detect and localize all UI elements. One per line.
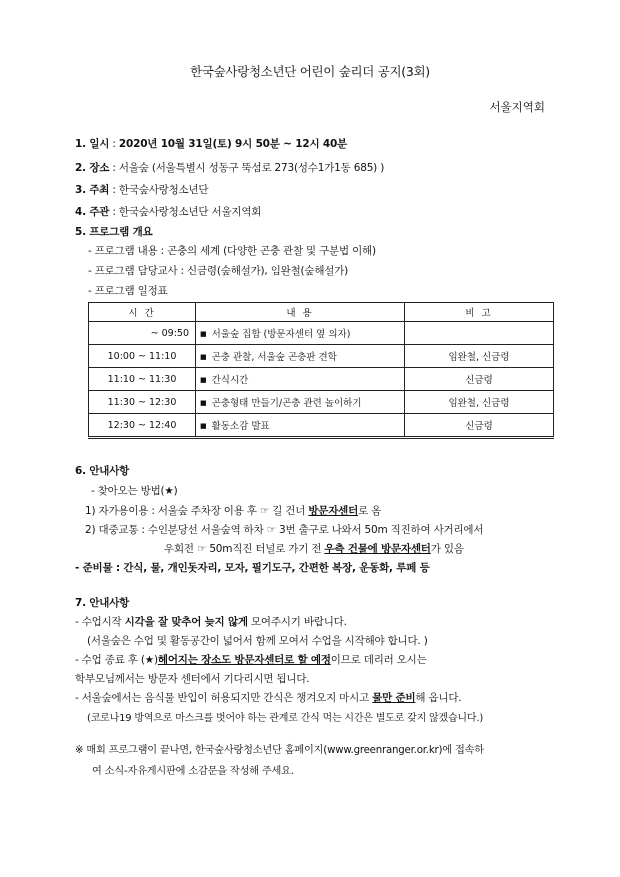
- item-organizer: 4. 주관 : 한국숲사랑청소년단 서울지역회: [75, 206, 262, 218]
- cell-content: ■ 활동소감 발표: [196, 414, 405, 438]
- guide7-line4: 학부모님께서는 방문자 센터에서 기다리시면 됩니다.: [75, 673, 310, 685]
- square-bullet-icon: ■: [200, 330, 207, 338]
- header-note: 비 고: [405, 303, 554, 322]
- organization-name: 서울지역회: [489, 100, 545, 114]
- program-schedule-label: - 프로그램 일정표: [88, 285, 168, 297]
- guide7-heading: 7. 안내사항: [75, 597, 130, 609]
- header-time: 시 간: [89, 303, 196, 322]
- item-place: 2. 장소 : 서울숲 (서울특별시 성동구 뚝섬로 273(성수1가1동 685) ): [75, 162, 385, 174]
- item-organizer-value: 한국숲사랑청소년단 서울지역회: [118, 206, 262, 218]
- right-building-emphasis: 우측 건물에 방문자센터: [324, 543, 431, 555]
- table-row: [89, 368, 554, 391]
- header-content: 내 용: [196, 303, 405, 322]
- directions-public-cont: 우회전 ☞ 50m직진 터널로 가기 전 우측 건물에 방문자센터가 있음: [164, 543, 464, 555]
- cell-content: ■ 곤충 관찰, 서울숲 곤충판 견학: [196, 345, 405, 368]
- document-title: 한국숲사랑청소년단 어린이 숲리더 공지(3회): [190, 64, 430, 79]
- table-row: [89, 322, 554, 345]
- table-row: [89, 345, 554, 368]
- cell-time: 11:10 ~ 11:30: [89, 368, 196, 391]
- footer-line2: 여 소식-자유게시판에 소감문을 작성해 주세요.: [92, 766, 294, 777]
- cell-content: ■ 곤충형태 만들기/곤충 관련 놀이하기: [196, 391, 405, 414]
- item-host: 3. 주최 : 한국숲사랑청소년단: [75, 184, 209, 196]
- item-date: 1. 일시 : 2020년 10월 31일(토) 9시 50분 ~ 12시 40분: [75, 138, 347, 150]
- cell-time: ~ 09:50: [89, 322, 196, 345]
- cell-note: 임완철, 신금령: [405, 345, 554, 368]
- cell-note: [405, 322, 554, 345]
- table-row: [89, 391, 554, 414]
- item-organizer-label: 4. 주관: [75, 206, 110, 218]
- program-overview-heading: 5. 프로그램 개요: [75, 226, 153, 238]
- cell-time: 12:30 ~ 12:40: [89, 414, 196, 438]
- water-only-emphasis: 물만 준비: [372, 692, 416, 704]
- guide7-line3: - 수업 종료 후 (★)헤어지는 장소도 방문자센터로 할 예정이므로 데리러 오시는: [75, 654, 427, 666]
- item-date-value: 2020년 10월 31일(토) 9시 50분 ~ 12시 40분: [118, 138, 347, 150]
- meeting-place-emphasis: 헤어지는 장소도 방문자센터로 할 예정: [157, 654, 331, 666]
- program-teachers: - 프로그램 담당교사 : 신금령(숲해설가), 임완철(숲해설가): [88, 265, 349, 277]
- schedule-table: [88, 302, 554, 439]
- cell-content: ■ 간식시간: [196, 368, 405, 391]
- guide7-line5: - 서울숲에서는 음식물 반입이 허용되지만 간식은 챙겨오지 마시고 물만 준비해 옵니다.: [75, 692, 462, 704]
- schedule-header-row: [89, 303, 554, 322]
- item-place-value: 서울숲 (서울특별시 성동구 뚝섬로 273(성수1가1동 685) ): [118, 162, 385, 174]
- item-host-label: 3. 주최: [75, 184, 110, 196]
- square-bullet-icon: ■: [200, 422, 207, 430]
- guide7-line1: - 수업시작 시각을 잘 맞추어 늦지 않게 모여주시기 바랍니다.: [75, 616, 347, 628]
- item-place-label: 2. 장소: [75, 162, 110, 174]
- directions-public: 2) 대중교통 : 수인분당선 서울숲역 하차 ☞ 3번 출구로 나와서 50m 직진하여 사거리에서: [85, 524, 484, 536]
- visitor-center-emphasis: 방문자센터: [308, 505, 359, 517]
- guide6-heading: 6. 안내사항: [75, 465, 130, 477]
- footer-line1: ※ 매회 프로그램이 끝나면, 한국숲사랑청소년단 홈페이지(www.greenranger.or.kr)에 접속하: [75, 745, 484, 756]
- square-bullet-icon: ■: [200, 399, 207, 407]
- cell-content: ■ 서울숲 집합 (방문자센터 옆 의자): [196, 322, 405, 345]
- cell-time: 11:30 ~ 12:30: [89, 391, 196, 414]
- guide7-line6: (코로나19 방역으로 마스크를 벗어야 하는 관계로 간식 먹는 시간은 별도로 갖지 않겠습니다.): [87, 713, 484, 724]
- program-content: - 프로그램 내용 : 곤충의 세계 (다양한 곤충 관찰 및 구분법 이해): [88, 245, 376, 257]
- on-time-emphasis: 시각을 잘 맞추어 늦지 않게: [124, 616, 248, 628]
- item-host-value: 한국숲사랑청소년단: [118, 184, 209, 196]
- supplies-list: - 준비물 : 간식, 물, 개인돗자리, 모자, 필기도구, 간편한 복장, 운동화, 루페 등: [75, 562, 430, 574]
- directions-heading: - 찾아오는 방법(★): [91, 485, 178, 497]
- guide7-line2: (서울숲은 수업 및 활동공간이 넓어서 함께 모여서 수업을 시작해야 합니다. ): [87, 635, 428, 647]
- table-row: [89, 414, 554, 438]
- cell-note: 신금령: [405, 368, 554, 391]
- item-date-label: 1. 일시: [75, 138, 110, 150]
- square-bullet-icon: ■: [200, 376, 207, 384]
- square-bullet-icon: ■: [200, 353, 207, 361]
- cell-note: 신금령: [405, 414, 554, 438]
- cell-time: 10:00 ~ 11:10: [89, 345, 196, 368]
- cell-note: 임완철, 신금령: [405, 391, 554, 414]
- directions-car: 1) 자가용이용 : 서울숲 주차장 이용 후 ☞ 길 건너 방문자센터로 옴: [85, 505, 382, 517]
